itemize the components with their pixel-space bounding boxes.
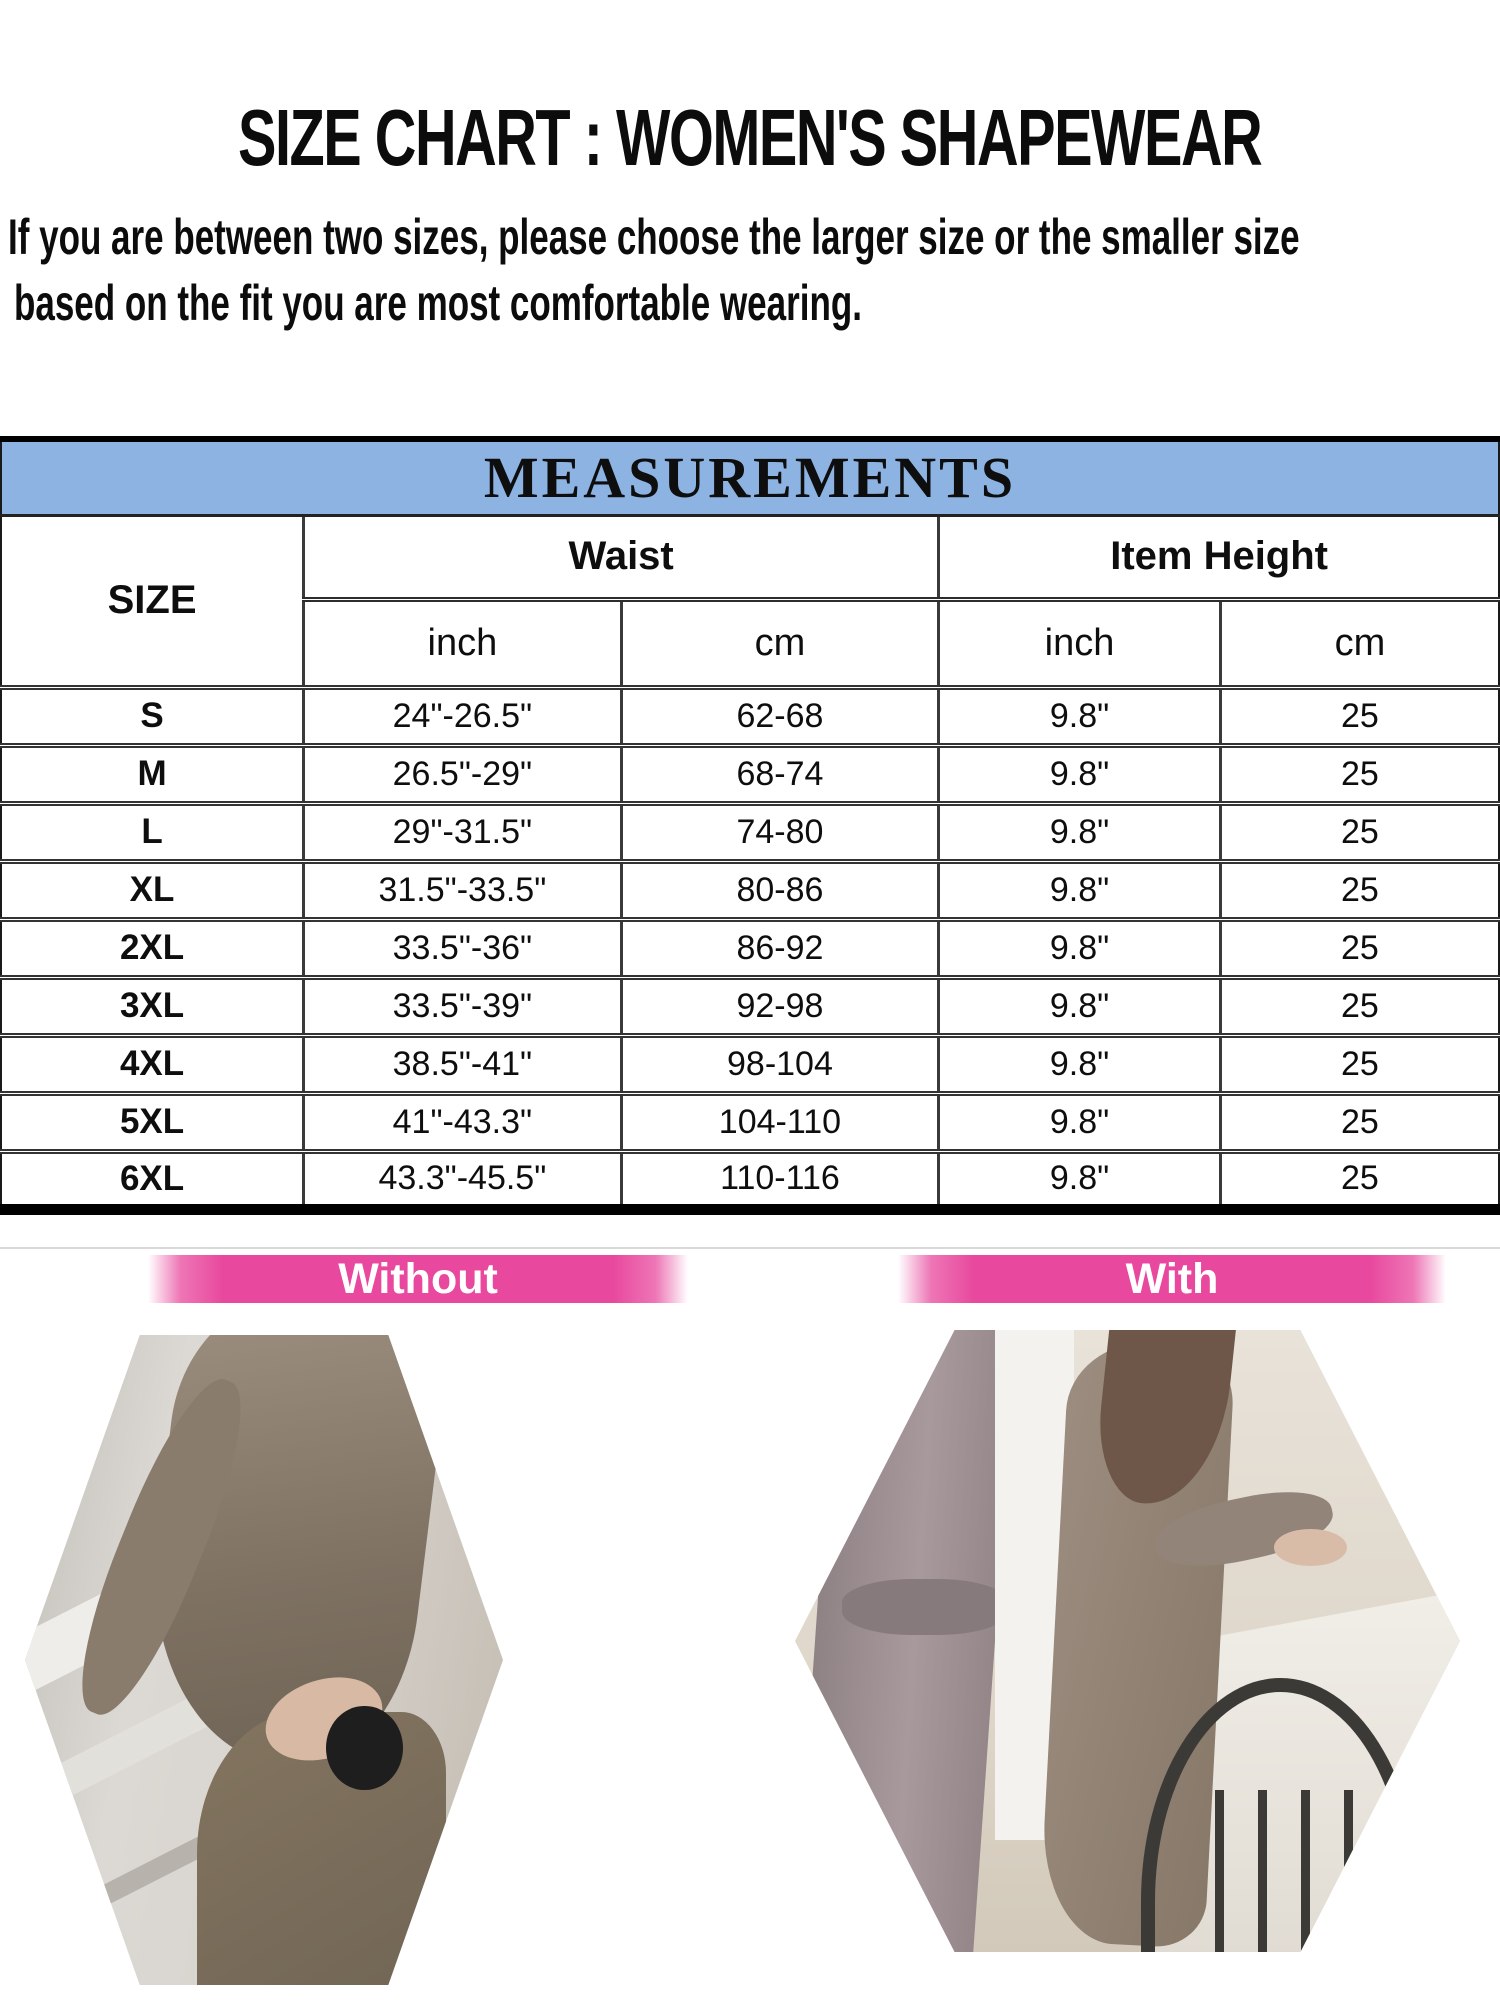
waist-cm-cell: 86-92: [621, 919, 939, 977]
height-cm-cell: 25: [1220, 919, 1499, 977]
hand-shape: [1274, 1529, 1347, 1566]
group-header-row: [1, 515, 1499, 599]
with-photo-hexagon: [795, 1330, 1460, 1952]
size-cell: 2XL: [1, 919, 304, 977]
subtitle-line-1: [8, 208, 1500, 266]
subtitle-line-2: [14, 274, 1225, 332]
size-cell: 4XL: [1, 1035, 304, 1093]
height-cm-cell: 25: [1220, 977, 1499, 1035]
height-cm-cell: 25: [1220, 1035, 1499, 1093]
height-inch-cell: 9.8": [939, 803, 1221, 861]
height-inch-cell: 9.8": [939, 1035, 1221, 1093]
height-cm-cell: 25: [1220, 1151, 1499, 1209]
height-cm-cell: 25: [1220, 687, 1499, 745]
with-banner: [898, 1255, 1446, 1303]
massager-object-shape: [326, 1706, 402, 1791]
height-cm-cell: 25: [1220, 803, 1499, 861]
table-row: [1, 745, 1499, 803]
page-title-row: [0, 92, 1500, 184]
height-cm-cell: 25: [1220, 861, 1499, 919]
page-title: SIZE CHART : WOMEN'S SHAPEWEAR: [238, 93, 1262, 182]
waist-inch-cell: 43.3"-45.5": [304, 1151, 622, 1209]
waist-cm-cell: 98-104: [621, 1035, 939, 1093]
measurements-table: [0, 436, 1500, 1215]
table-title-row: [1, 439, 1499, 515]
waist-inch-unit: inch: [304, 599, 622, 687]
size-column-header: SIZE: [107, 578, 197, 622]
waist-inch-cell: 24"-26.5": [304, 687, 622, 745]
waist-cm-cell: 80-86: [621, 861, 939, 919]
waist-cm-cell: 74-80: [621, 803, 939, 861]
height-cm-cell: 25: [1220, 1093, 1499, 1151]
waist-inch-cell: 41"-43.3": [304, 1093, 622, 1151]
height-inch-cell: 9.8": [939, 745, 1221, 803]
chair-spokes-shape: [1181, 1790, 1387, 1952]
table-row: [1, 687, 1499, 745]
waist-cm-unit: cm: [621, 599, 939, 687]
measurements-table-wrap: [0, 436, 1500, 1215]
waist-cm-cell: 110-116: [621, 1151, 939, 1209]
height-cm-unit: cm: [1220, 599, 1499, 687]
height-inch-cell: 9.8": [939, 1151, 1221, 1209]
table-row: [1, 1093, 1499, 1151]
size-cell: 5XL: [1, 1093, 304, 1151]
waist-cm-cell: 68-74: [621, 745, 939, 803]
table-title: MEASUREMENTS: [1, 439, 1499, 515]
height-inch-cell: 9.8": [939, 919, 1221, 977]
subtitle-line-1-text: If you are between two sizes, please choose the larger size or the smaller size: [8, 209, 1300, 265]
waist-inch-cell: 33.5"-39": [304, 977, 622, 1035]
subtitle-line-2-text: based on the fit you are most comfortable wearing.: [14, 275, 862, 331]
size-cell: XL: [1, 861, 304, 919]
size-cell: 3XL: [1, 977, 304, 1035]
height-inch-cell: 9.8": [939, 1093, 1221, 1151]
table-row: [1, 861, 1499, 919]
size-cell: L: [1, 803, 304, 861]
without-banner-label: Without: [338, 1255, 498, 1303]
waist-cm-cell: 62-68: [621, 687, 939, 745]
size-cell: M: [1, 745, 304, 803]
height-inch-cell: 9.8": [939, 687, 1221, 745]
height-inch-unit: inch: [939, 599, 1221, 687]
waist-inch-cell: 33.5"-36": [304, 919, 622, 977]
size-cell: 6XL: [1, 1151, 304, 1209]
table-row: [1, 977, 1499, 1035]
height-inch-cell: 9.8": [939, 977, 1221, 1035]
waist-cm-cell: 104-110: [621, 1093, 939, 1151]
waist-group-header: Waist: [304, 515, 939, 599]
divider-line: [0, 1247, 1500, 1249]
without-banner: [148, 1255, 688, 1303]
table-row: [1, 1151, 1499, 1209]
table-row: [1, 803, 1499, 861]
curtain-belt-shape: [842, 1579, 1008, 1635]
with-banner-label: With: [1125, 1255, 1219, 1303]
size-cell: S: [1, 687, 304, 745]
item-height-group-header: Item Height: [939, 515, 1499, 599]
waist-cm-cell: 92-98: [621, 977, 939, 1035]
waist-inch-cell: 26.5"-29": [304, 745, 622, 803]
table-row: [1, 1035, 1499, 1093]
waist-inch-cell: 38.5"-41": [304, 1035, 622, 1093]
height-inch-cell: 9.8": [939, 861, 1221, 919]
table-row: [1, 919, 1499, 977]
waist-inch-cell: 31.5"-33.5": [304, 861, 622, 919]
waist-inch-cell: 29"-31.5": [304, 803, 622, 861]
without-photo-hexagon: [25, 1335, 503, 1985]
height-cm-cell: 25: [1220, 745, 1499, 803]
